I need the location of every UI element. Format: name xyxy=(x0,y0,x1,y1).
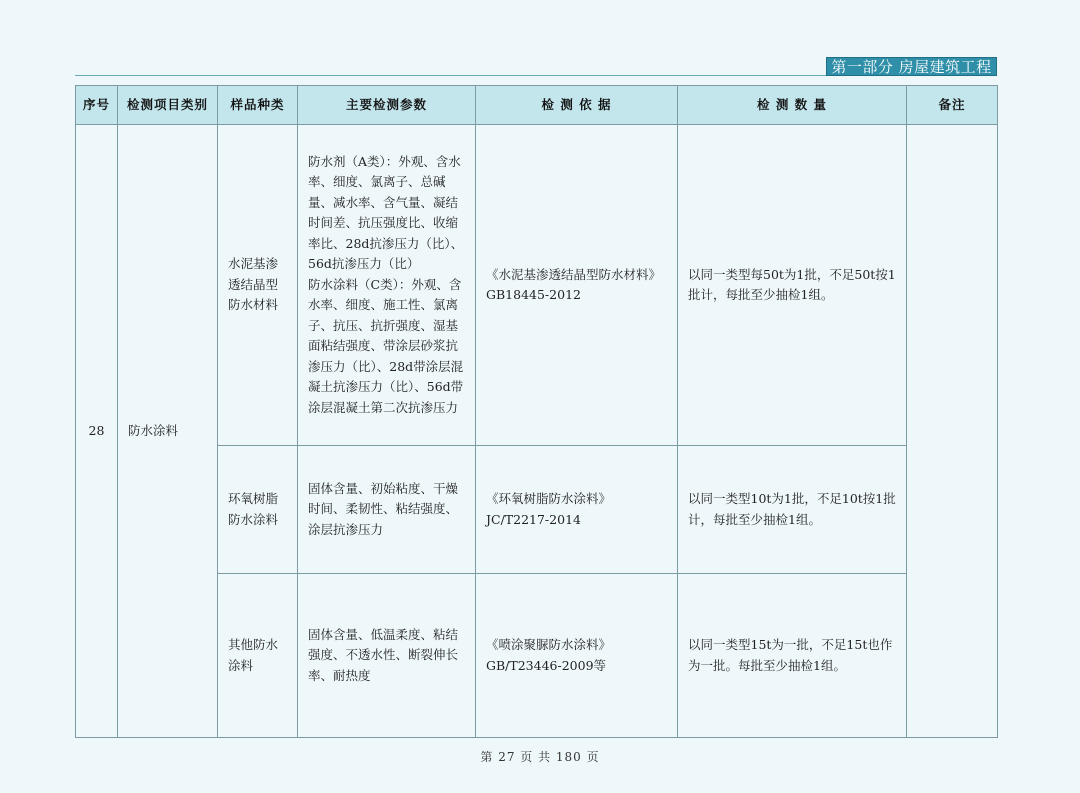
test-params: 固体含量、初始粘度、干燥时间、柔韧性、粘结强度、涂层抗渗压力 xyxy=(298,446,476,574)
inspection-table xyxy=(75,85,998,738)
row-category: 防水涂料 xyxy=(118,125,218,738)
column-header: 检 测 依 据 xyxy=(476,86,678,125)
test-quantity: 以同一类型10t为1批，不足10t按1批计，每批至少抽检1组。 xyxy=(678,446,907,574)
test-quantity: 以同一类型15t为一批，不足15t也作为一批。每批至少抽检1组。 xyxy=(678,574,907,738)
test-basis: 《环氧树脂防水涂料》JC/T2217-2014 xyxy=(476,446,678,574)
test-basis: 《喷涂聚脲防水涂料》GB/T23446-2009等 xyxy=(476,574,678,738)
sample-type: 环氧树脂防水涂料 xyxy=(218,446,298,574)
test-basis: 《水泥基渗透结晶型防水材料》GB18445-2012 xyxy=(476,125,678,446)
column-header: 检测项目类别 xyxy=(118,86,218,125)
column-header: 样品种类 xyxy=(218,86,298,125)
test-quantity: 以同一类型每50t为1批，不足50t按1批计，每批至少抽检1组。 xyxy=(678,125,907,446)
test-params-text: 防水剂（A类）：外观、含水率、细度、氯离子、总碱量、减水率、含气量、凝结时间差、抗压强度比、收缩率比、28d抗渗压力（比）、56d抗渗压力（比） xyxy=(308,153,464,272)
table-header-row xyxy=(76,86,998,125)
remark-cell xyxy=(907,125,998,738)
test-params xyxy=(298,125,476,446)
column-header: 检 测 数 量 xyxy=(678,86,907,125)
row-index: 28 xyxy=(76,125,118,738)
section-title: 第一部分 房屋建筑工程 xyxy=(826,57,997,76)
sample-type: 其他防水涂料 xyxy=(218,574,298,738)
column-header: 备注 xyxy=(907,86,998,125)
table-row xyxy=(76,125,998,446)
sample-type: 水泥基渗透结晶型防水材料 xyxy=(218,125,298,446)
page-number: 第 27 页 共 180 页 xyxy=(480,750,600,764)
test-params: 固体含量、低温柔度、粘结强度、不透水性、断裂伸长率、耐热度 xyxy=(298,574,476,738)
test-params-text: 防水涂料（C类）：外观、含水率、细度、施工性、氯离子、抗压、抗折强度、湿基面粘结强度、带涂层砂浆抗渗压力（比）、28d带涂层混凝土抗渗压力（比）、56d带涂层混凝土第二次抗渗压力 xyxy=(308,276,464,415)
column-header: 主要检测参数 xyxy=(298,86,476,125)
column-header: 序号 xyxy=(76,86,118,125)
